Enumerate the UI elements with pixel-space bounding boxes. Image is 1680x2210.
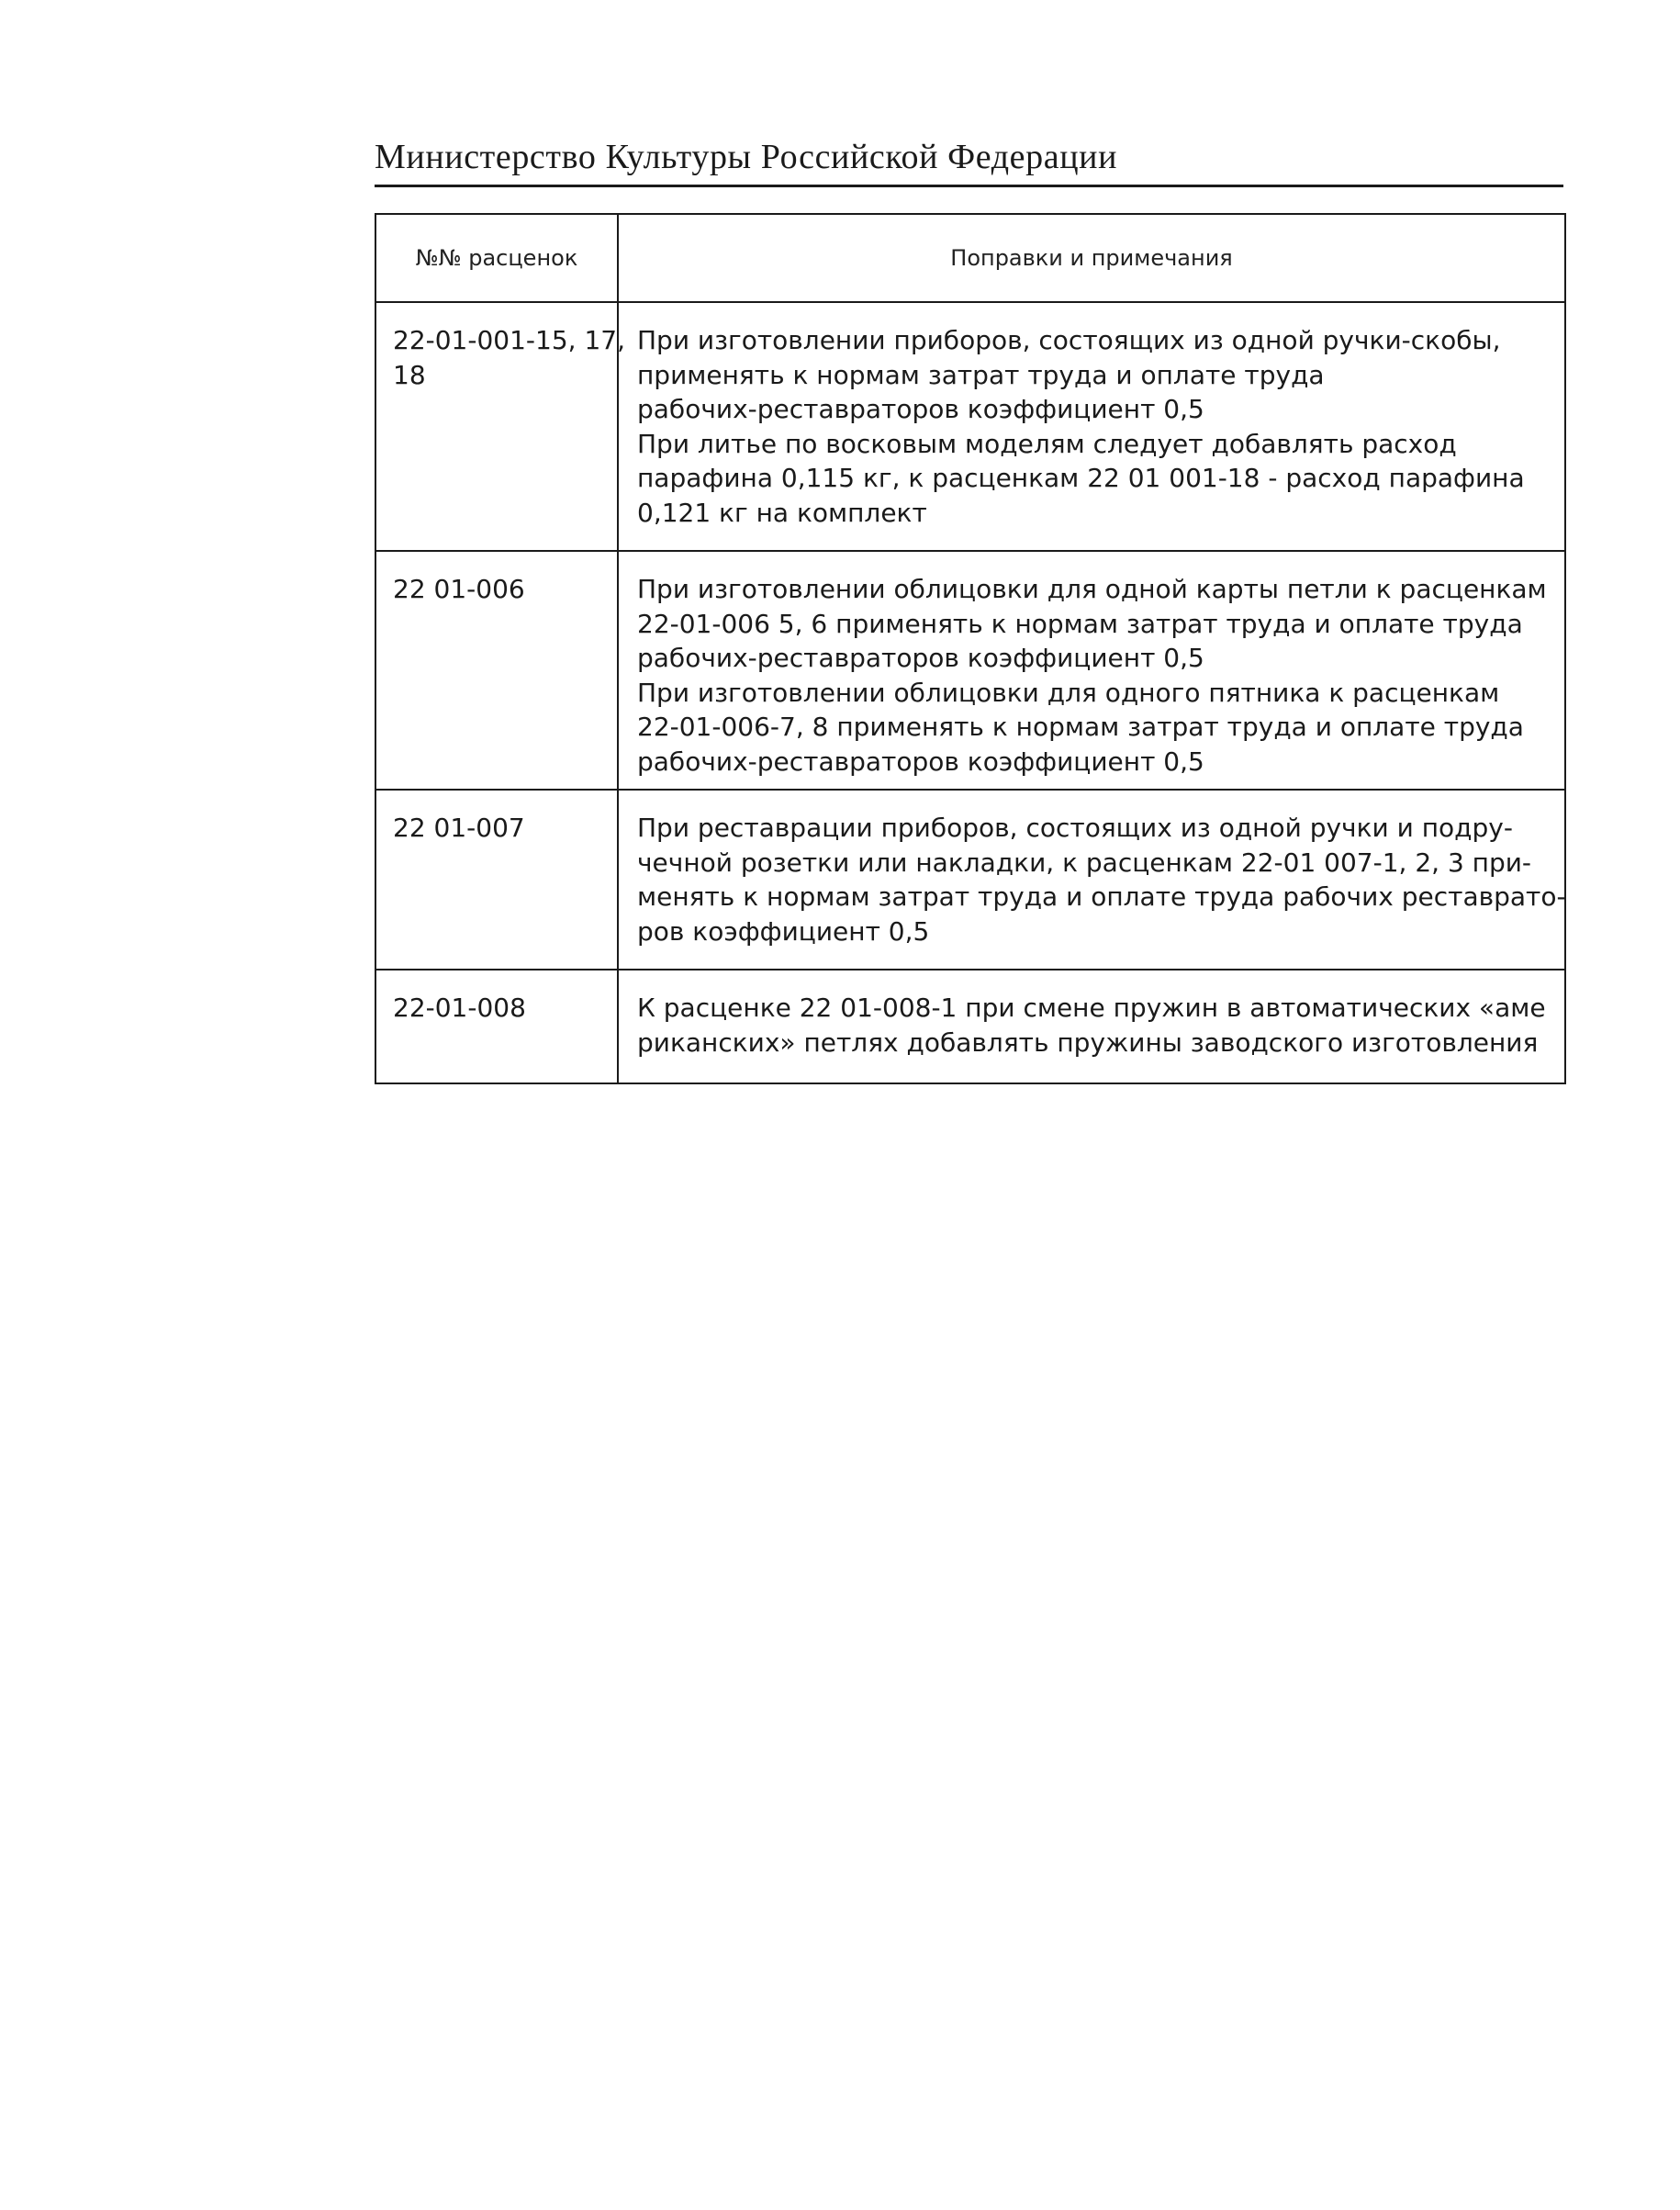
row-note-cell [618,302,1565,551]
note-line: 22-01-006-7, 8 применять к нормам затрат труда и оплате труда [637,712,1524,742]
table-row [375,551,1565,790]
note-line: 0,121 кг на комплект [637,497,927,528]
note-line: При изготовлении облицовки для одной карты петли к расценкам [637,574,1547,604]
row-code-cell [375,551,618,790]
code-line: 22 01-007 [393,813,525,843]
note-line: применять к нормам затрат труда и оплате труда [637,359,1325,390]
page-header-title: Министерство Культуры Российской Федерации [375,138,1118,176]
note-line: рабочих-реставраторов коэффициент 0,5 [637,394,1204,424]
column-header-codes: №№ расценок [375,214,618,302]
note-line: При литье по восковым моделям следует добавлять расход [637,428,1457,459]
note-line: парафина 0,115 кг, к расценкам 22 01 001-18 - расход парафина [637,463,1525,493]
column-header-notes: Поправки и примечания [618,214,1565,302]
table-row [375,790,1565,970]
note-line: рабочих-реставраторов коэффициент 0,5 [637,746,1204,777]
row-note-cell [618,790,1565,970]
note-line: рабочих-реставраторов коэффициент 0,5 [637,643,1204,673]
note-line: чечной розетки или накладки, к расценкам 22-01 007-1, 2, 3 при- [637,847,1532,878]
note-line: При изготовлении приборов, состоящих из одной ручки-скобы, [637,325,1501,355]
note-line: ров коэффициент 0,5 [637,915,930,947]
row-code-cell [375,970,618,1083]
note-line: При реставрации приборов, состоящих из одной ручки и подру- [637,813,1513,843]
note-line: При изготовлении облицовки для одного пятника к расценкам [637,677,1500,708]
row-code-cell [375,790,618,970]
row-code-cell [375,302,625,551]
note-line: 22-01-006 5, 6 применять к нормам затрат труда и оплате труда [637,608,1523,639]
code-line: 22-01-001-15, 17, [393,325,625,355]
code-line: 18 [393,359,426,390]
code-line: 22 01-006 [393,574,525,604]
header-rule [375,185,1563,187]
code-line: 22-01-008 [393,993,526,1023]
note-line: К расценке 22 01-008-1 при смене пружин в автоматических «аме [637,993,1546,1023]
row-note-cell [618,551,1565,790]
table-row [375,302,1565,551]
table-header-row [375,214,1565,302]
row-note-cell [618,970,1565,1083]
table-row [375,970,1565,1083]
price-notes-table [375,213,1566,1084]
note-line: менять к нормам затрат труда и оплате труда рабочих реставрато- [637,881,1566,912]
note-line: риканских» петлях добавлять пружины заводского изготовления [637,1026,1539,1058]
